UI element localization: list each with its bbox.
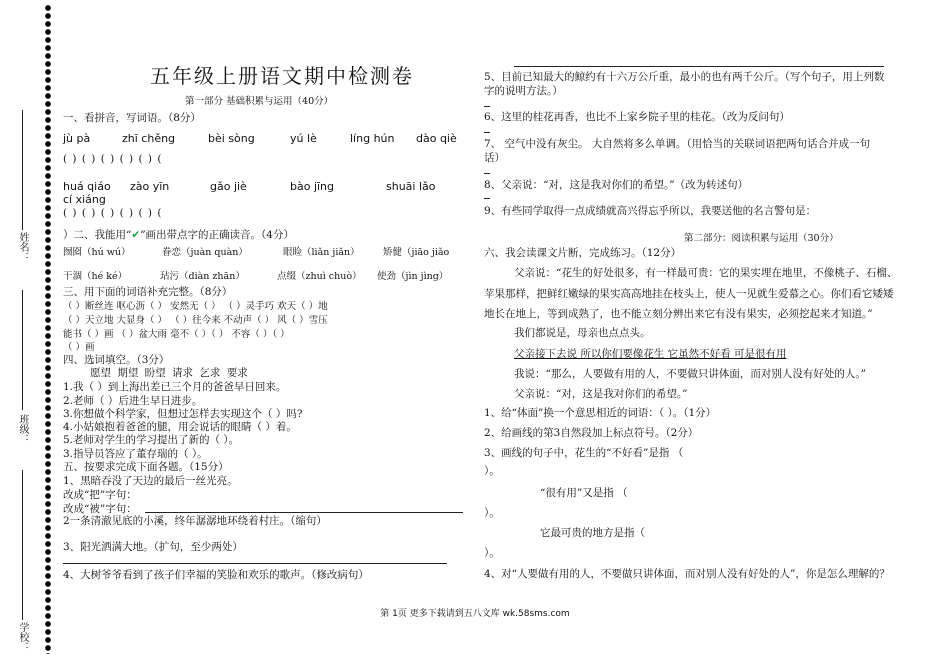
passage-line-2: 苹果那样，把鲜红嫩绿的果实高高地挂在枝头上，使人一见就生爱慕之心。你们看它矮矮 xyxy=(484,288,894,300)
q6-heading: 六、我会读课文片断，完成练习。（12分） xyxy=(484,247,682,259)
q5-sentence-6: 6、这里的桂花再香，也比不上家乡院子里的桂花。（改为反问句） xyxy=(484,111,790,123)
school-label: 学校： xyxy=(17,622,28,652)
q2-item-8[interactable]: 使劲（jìn jìng） xyxy=(377,271,449,282)
q5-s8-answer-line[interactable] xyxy=(484,198,490,199)
q4-item-6[interactable]: 3.指导员答应了董存瑞的（ ）。 xyxy=(63,448,208,460)
q2-item-3[interactable]: 眼睑（liǎn jiǎn） xyxy=(283,247,360,258)
school-line xyxy=(22,470,23,620)
q6-question-1[interactable]: 1、给“体面”换一个意思相近的词语：（ ）。（1分） xyxy=(484,407,717,419)
q3-line-4[interactable]: （ ）画 xyxy=(63,342,95,353)
part1-heading: 第一部分 基础积累与运用（40分） xyxy=(185,96,334,107)
passage-para-2: 我们都说是，母亲也点点头。 xyxy=(514,327,651,339)
q3-heading: 三、用下面的词语补充完整。（8分） xyxy=(63,286,233,298)
q5-s4-answer-line[interactable] xyxy=(514,66,884,67)
q1-pinyin-6: dào qiè xyxy=(416,132,457,145)
q2-item-1[interactable]: 囫囵（hú wú） xyxy=(63,247,131,258)
q5-bei-label: 改成“被”字句： xyxy=(63,503,137,515)
q1-pinyin-10: bào jīng xyxy=(290,180,335,193)
q5-sentence-5b: 字的说明方法。） xyxy=(484,85,563,97)
q6-question-3c-close: ）。 xyxy=(484,547,500,559)
q1-pinyin-4: yú lè xyxy=(290,132,317,145)
q5-sentence-9: 9、有些同学取得一点成绩就高兴得忘乎所以，我要送他的名言警句是： xyxy=(484,205,817,217)
q5-sentence-8: 8、父亲说：“对，这是我对你们的希望。”（改为转述句） xyxy=(484,179,749,191)
q4-word-bank: 愿望 期望 盼望 请求 乞求 要求 xyxy=(90,367,248,379)
q1-pinyin-3: bèi sòng xyxy=(208,132,255,145)
q2-item-7[interactable]: 点缀（zhuì chuò） xyxy=(277,271,362,282)
q5-s3-answer-line[interactable] xyxy=(63,563,447,564)
q5-sentence-5a: 5、目前已知最大的鲸约有十六万公斤重，最小的也有两千公斤。（写个句子，用上列数 xyxy=(484,71,885,83)
q1-answer-row-1[interactable]: ( ) ( ) ( ) ( ) ( ) ( xyxy=(63,153,162,165)
name-label: 姓名： xyxy=(17,232,28,262)
checkmark-icon: ✔ xyxy=(131,229,141,241)
exam-title: 五年级上册语文期中检测卷 xyxy=(150,64,414,88)
passage-underlined-para: 父亲接下去说 所以你们要像花生 它虽然不好看 可是很有用 xyxy=(514,348,787,360)
q6-question-3b[interactable]: “很有用”又是指 （ xyxy=(540,487,628,499)
q5-sentence-1: 1、黑暗吞没了天边的最后一丝光亮。 xyxy=(63,475,238,487)
q4-item-4[interactable]: 4.小姑娘抱着爸爸的腿，用会说话的眼睛（ ）着。 xyxy=(63,421,297,433)
q2-item-4[interactable]: 矫健（jiāo jiǎo xyxy=(383,247,450,258)
q5-sentence-3: 3、阳光洒满大地。（扩句，至少两处） xyxy=(63,541,243,553)
q1-pinyin-11: shuāi lǎo xyxy=(386,180,436,193)
passage-line-1: 父亲说：“花生的好处很多，有一样最可贵：它的果实埋在地里，不像桃子、石榴、 xyxy=(514,267,898,279)
name-line xyxy=(22,110,23,230)
passage-line-3: 地长在地上，等到成熟了，也不能立刻分辨出来它有没有果实，必须挖起来才知道。” xyxy=(484,308,873,320)
q5-sentence-2: 2一条清澈见底的小溪，终年潺潺地环绕着村庄。（缩句） xyxy=(63,515,327,527)
q1-heading: 一、看拼音，写词语。（8分） xyxy=(63,112,201,124)
q1-pinyin-2: zhī chěng xyxy=(122,132,176,145)
class-label: 班级： xyxy=(17,414,28,444)
q5-s5-answer-line[interactable] xyxy=(484,106,490,107)
q3-line-1[interactable]: （ ）断丝连 呕心沥（ ） 安然无（ ） （ ）灵手巧 欢天（ ）地 xyxy=(63,301,328,312)
q5-sentence-7b: 话） xyxy=(484,152,505,164)
q2-heading: ）二、我能用“✔”画出带点字的正确读音。（4分） xyxy=(63,229,294,241)
q5-ba-label: 改成“把”字句： xyxy=(63,489,137,501)
binding-margin xyxy=(0,0,60,658)
q2-item-6[interactable]: 玷污（diàn zhān） xyxy=(160,271,245,282)
q6-question-3c[interactable]: 它最可贵的地方是指（ xyxy=(540,527,645,539)
q3-line-3[interactable]: 能书（ ）画 （ ）盆大雨 毫不（ ）（ ） 不容（ ）（ ） xyxy=(63,329,290,340)
q4-heading: 四、选词填空。（3分） xyxy=(63,354,170,366)
passage-para-5: 父亲说：“对，这是我对你们的希望。” xyxy=(514,388,688,400)
q5-heading: 五、按要求完成下面各题。（15分） xyxy=(63,461,229,473)
q5-s6-answer-line[interactable] xyxy=(484,132,490,133)
q2-item-5[interactable]: 干涸（hé ké） xyxy=(63,271,128,282)
part2-heading: 第二部分：阅读积累与运用（30分） xyxy=(684,233,839,244)
class-line xyxy=(22,290,23,410)
q2-item-2[interactable]: 眷恋（juàn quàn） xyxy=(162,247,248,258)
q4-item-5[interactable]: 5.老师对学生的学习提出了新的（ ）。 xyxy=(63,434,240,446)
binding-dots xyxy=(44,4,52,654)
q5-s7-answer-line[interactable] xyxy=(484,173,490,174)
q6-question-3[interactable]: 3、画线的句子中，花生的“不好看”是指 （ xyxy=(484,447,684,459)
q1-pinyin-1: jù pà xyxy=(63,132,91,145)
q4-item-1[interactable]: 1.我（ ）到上海出差已三个月的爸爸早日回来。 xyxy=(63,381,287,393)
q1-pinyin-5: líng hún xyxy=(350,132,395,145)
q6-question-3b-close: ）。 xyxy=(484,507,500,519)
q1-pinyin-12: cí xiáng xyxy=(63,193,106,206)
q5-sentence-7a: 7、 空气中没有灰尘。 大自然将多么单调。（用恰当的关联词语把两句话合并成一句 xyxy=(484,138,871,150)
page-footer: 第 1页 更多下载请到五八文库 wk.58sms.com xyxy=(380,609,570,619)
passage-para-4: 我说：“那么，人要做有用的人，不要做只讲体面，而对别人没有好处的人。” xyxy=(514,368,866,380)
q1-pinyin-8: zào yīn xyxy=(130,180,170,193)
q6-question-3-close: ）。 xyxy=(484,465,500,477)
q1-pinyin-9: gǎo jiè xyxy=(210,180,247,193)
q5-sentence-4: 4、大树爷爷看到了孩子们幸福的笑脸和欢乐的歌声。（修改病句） xyxy=(63,569,369,581)
q3-line-2[interactable]: （ ）天立地 大显身（ ） （ ）往今来 不动声（ ） 风（ ）雪压 xyxy=(63,315,328,326)
q5-bei-answer-line[interactable] xyxy=(145,512,463,513)
q1-pinyin-7: huá qiáo xyxy=(63,180,111,193)
q6-question-4: 4、对“人要做有用的人，不要做只讲体面，而对别人没有好处的人”，你是怎么理解的？ xyxy=(484,568,890,580)
q4-item-3[interactable]: 3.你想做个科学家，但想过怎样去实现这个（ ）吗? xyxy=(63,408,303,420)
q4-item-2[interactable]: 2.老师（ ）后进生早日进步。 xyxy=(63,395,203,407)
q6-question-2: 2、给画线的第3自然段加上标点符号。（2分） xyxy=(484,427,699,439)
q1-answer-row-2[interactable]: ( ) ( ) ( ) ( ) ( ) ( xyxy=(63,207,162,219)
